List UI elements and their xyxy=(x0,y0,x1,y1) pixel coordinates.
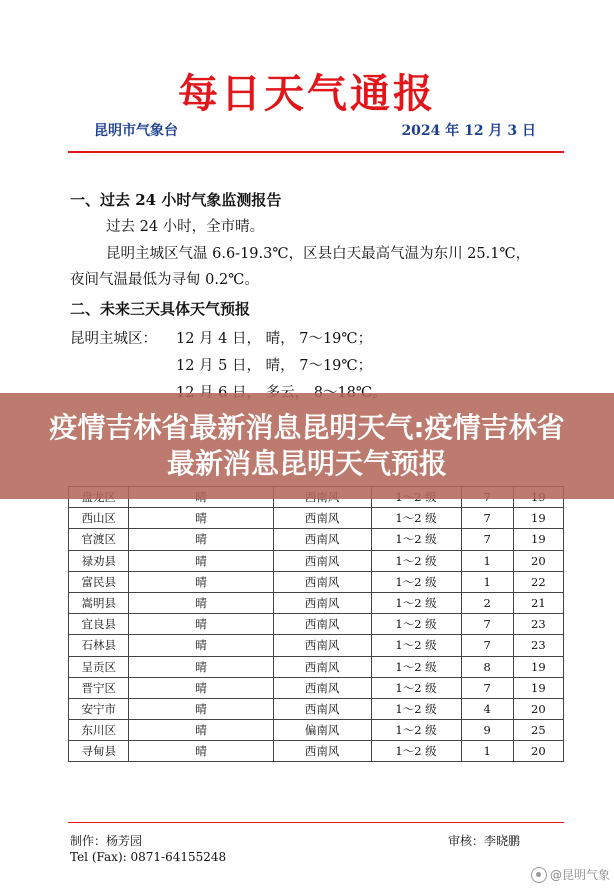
weather-cell: 晴 xyxy=(129,508,273,529)
wind-direction-cell: 西南风 xyxy=(273,741,371,762)
wind-force-cell: 1～2 级 xyxy=(371,529,461,550)
table-row xyxy=(69,635,564,656)
wind-force-cell: 1～2 级 xyxy=(371,677,461,698)
wind-direction-cell: 西南风 xyxy=(273,550,371,571)
max-temp-cell: 20 xyxy=(513,741,563,762)
district-cell: 晋宁区 xyxy=(69,677,129,698)
wind-direction-cell: 西南风 xyxy=(273,508,371,529)
footer-divider xyxy=(68,822,564,823)
max-temp-cell: 22 xyxy=(513,571,563,592)
district-cell: 东川区 xyxy=(69,720,129,741)
min-temp-cell: 2 xyxy=(461,592,513,613)
watermark-text: @昆明气象 xyxy=(549,868,610,882)
wind-direction-cell: 西南风 xyxy=(273,592,371,613)
table-row xyxy=(69,508,564,529)
district-forecast-table xyxy=(68,486,564,762)
forecast-day-1: 12 月 4 日， 晴， 7～19℃； xyxy=(176,331,373,347)
wind-direction-cell: 偏南风 xyxy=(273,720,371,741)
reviewer-credit: 审核：李晓鹏 xyxy=(448,834,521,848)
fax-number: Tel (Fax): 0871-64155248 xyxy=(70,850,227,864)
section-1-line-2: 昆明主城区气温 6.6-19.3℃，区县白天最高气温为东川 25.1℃， xyxy=(106,246,531,262)
district-cell: 西山区 xyxy=(69,508,129,529)
max-temp-cell: 19 xyxy=(513,656,563,677)
min-temp-cell: 1 xyxy=(461,741,513,762)
table-row xyxy=(69,677,564,698)
weather-cell: 晴 xyxy=(129,656,273,677)
table-row xyxy=(69,571,564,592)
wind-force-cell: 1～2 级 xyxy=(371,508,461,529)
max-temp-cell: 19 xyxy=(513,508,563,529)
weibo-watermark xyxy=(531,866,610,883)
district-cell: 呈贡区 xyxy=(69,656,129,677)
weather-cell: 晴 xyxy=(129,741,273,762)
wind-force-cell: 1～2 级 xyxy=(371,550,461,571)
table-row xyxy=(69,550,564,571)
min-temp-cell: 4 xyxy=(461,698,513,719)
issue-date: 2024 年 12 月 3 日 xyxy=(401,123,536,139)
district-cell: 禄劝县 xyxy=(69,550,129,571)
min-temp-cell: 7 xyxy=(461,677,513,698)
weather-cell: 晴 xyxy=(129,720,273,741)
min-temp-cell: 7 xyxy=(461,614,513,635)
section-2-title: 二、未来三天具体天气预报 xyxy=(70,300,251,318)
max-temp-cell: 20 xyxy=(513,698,563,719)
weather-cell: 晴 xyxy=(129,698,273,719)
table-row xyxy=(69,529,564,550)
district-cell: 官渡区 xyxy=(69,529,129,550)
weather-cell: 晴 xyxy=(129,677,273,698)
wind-direction-cell: 西南风 xyxy=(273,677,371,698)
weibo-icon xyxy=(531,867,547,883)
issuing-organization: 昆明市气象台 xyxy=(94,123,178,139)
author-credit: 制作：杨芳园 xyxy=(70,834,143,848)
max-temp-cell: 19 xyxy=(513,529,563,550)
header-divider xyxy=(68,151,564,153)
banner-title: 疫情吉林省最新消息昆明天气:疫情吉林省最新消息昆明天气预报 xyxy=(49,411,565,480)
section-1-line-1: 过去 24 小时，全市晴。 xyxy=(106,219,265,235)
wind-direction-cell: 西南风 xyxy=(273,571,371,592)
weather-cell: 晴 xyxy=(129,529,273,550)
wind-force-cell: 1～2 级 xyxy=(371,592,461,613)
wind-force-cell: 1～2 级 xyxy=(371,571,461,592)
table-row xyxy=(69,614,564,635)
min-temp-cell: 7 xyxy=(461,508,513,529)
table-row xyxy=(69,720,564,741)
max-temp-cell: 23 xyxy=(513,635,563,656)
table-row xyxy=(69,741,564,762)
weather-cell: 晴 xyxy=(129,635,273,656)
district-cell: 石林县 xyxy=(69,635,129,656)
headline-banner xyxy=(0,393,614,499)
table-row xyxy=(69,698,564,719)
wind-force-cell: 1～2 级 xyxy=(371,614,461,635)
max-temp-cell: 19 xyxy=(513,677,563,698)
district-cell: 宜良县 xyxy=(69,614,129,635)
max-temp-cell: 20 xyxy=(513,550,563,571)
wind-direction-cell: 西南风 xyxy=(273,656,371,677)
min-temp-cell: 1 xyxy=(461,550,513,571)
max-temp-cell: 25 xyxy=(513,720,563,741)
district-cell: 寻甸县 xyxy=(69,741,129,762)
table-row xyxy=(69,656,564,677)
wind-force-cell: 1～2 级 xyxy=(371,720,461,741)
forecast-day-2: 12 月 5 日， 晴， 7～19℃； xyxy=(176,358,373,374)
min-temp-cell: 1 xyxy=(461,571,513,592)
district-cell: 富民县 xyxy=(69,571,129,592)
wind-force-cell: 1～2 级 xyxy=(371,635,461,656)
district-cell: 嵩明县 xyxy=(69,592,129,613)
district-cell: 安宁市 xyxy=(69,698,129,719)
min-temp-cell: 7 xyxy=(461,635,513,656)
wind-force-cell: 1～2 级 xyxy=(371,698,461,719)
masthead-title: 每日天气通报 xyxy=(178,70,436,117)
wind-force-cell: 1～2 级 xyxy=(371,741,461,762)
min-temp-cell: 8 xyxy=(461,656,513,677)
wind-direction-cell: 西南风 xyxy=(273,635,371,656)
section-1-line-3: 夜间气温最低为寻甸 0.2℃。 xyxy=(70,272,259,288)
wind-direction-cell: 西南风 xyxy=(273,698,371,719)
wind-force-cell: 1～2 级 xyxy=(371,656,461,677)
weather-cell: 晴 xyxy=(129,550,273,571)
min-temp-cell: 9 xyxy=(461,720,513,741)
section-1-title: 一、过去 24 小时气象监测报告 xyxy=(70,191,282,209)
min-temp-cell: 7 xyxy=(461,529,513,550)
wind-direction-cell: 西南风 xyxy=(273,529,371,550)
forecast-area-label: 昆明主城区： xyxy=(70,331,157,347)
weather-cell: 晴 xyxy=(129,571,273,592)
max-temp-cell: 21 xyxy=(513,592,563,613)
weather-cell: 晴 xyxy=(129,614,273,635)
wind-direction-cell: 西南风 xyxy=(273,614,371,635)
table-row xyxy=(69,592,564,613)
max-temp-cell: 23 xyxy=(513,614,563,635)
weather-cell: 晴 xyxy=(129,592,273,613)
